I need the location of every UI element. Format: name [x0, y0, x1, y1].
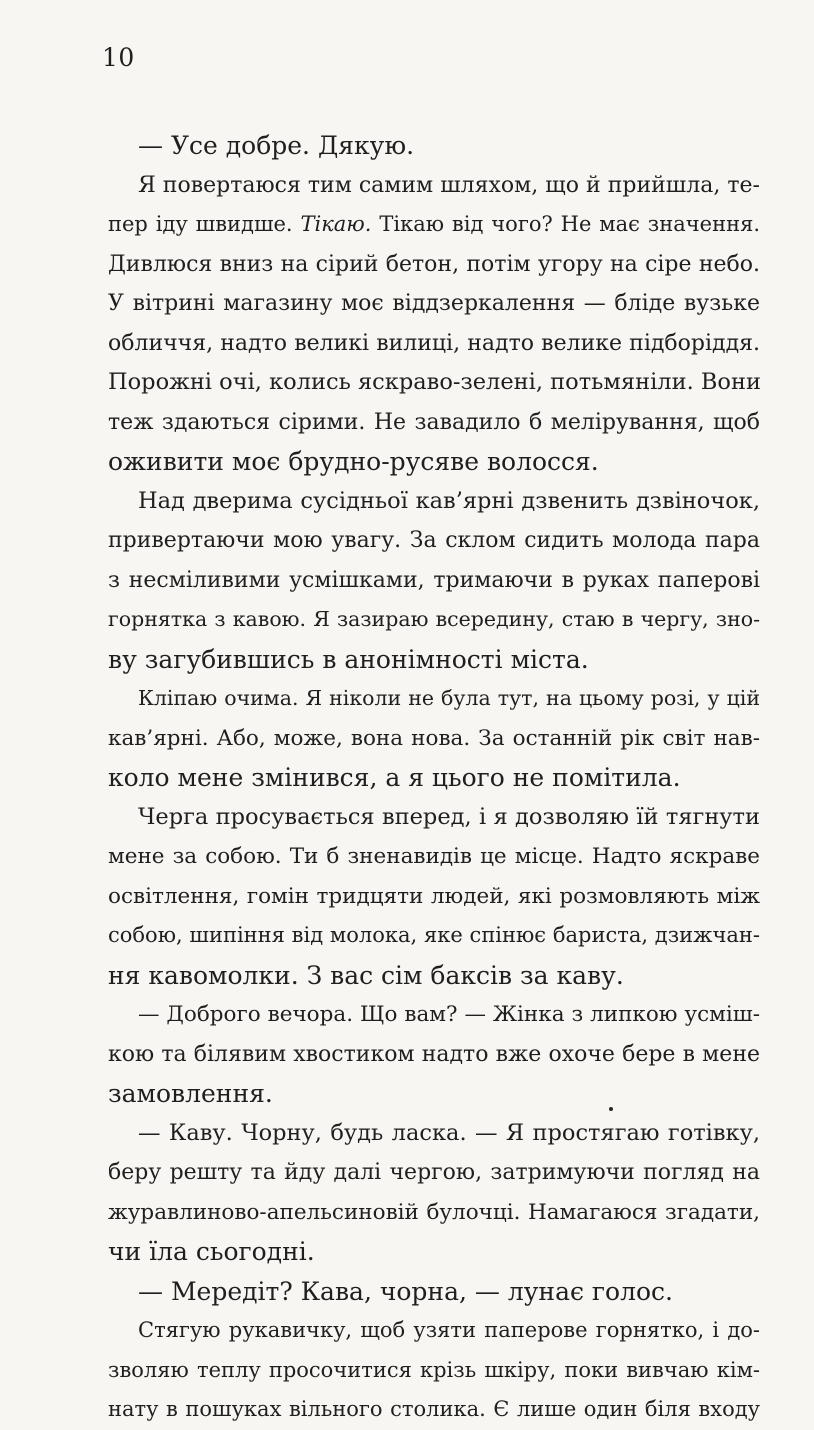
text-line	[108, 640, 760, 680]
text-line	[108, 205, 760, 245]
page-number: 10	[102, 43, 135, 72]
text-line	[108, 1351, 760, 1391]
text-line	[108, 403, 760, 443]
text-line	[108, 877, 760, 917]
text-run: з несміливими усмішками, тримаючи в руках паперові	[108, 567, 760, 593]
text-line	[108, 1074, 760, 1114]
text-run: Я повертаюся тим самим шляхом, що й прийшла, те-	[138, 172, 760, 198]
text-run: Дивлюся вниз на сірий бетон, потім угору на сіре небо.	[108, 251, 760, 277]
text-run: освітлення, гомін тридцяти людей, які розмовляють між	[108, 883, 760, 909]
text-line	[108, 995, 760, 1035]
text-run: беру решту та йду далі чергою, затримуючи погляд на	[108, 1160, 760, 1185]
text-line	[108, 758, 760, 798]
text-run: замовлення.	[108, 1079, 273, 1108]
text-line	[108, 1390, 760, 1430]
text-run: мене за собою. Ти б зненавидів це місце. Надто яскраве	[108, 844, 760, 869]
text-line	[108, 1114, 760, 1154]
text-run: коло мене змінився, а я цього не помітила.	[108, 763, 681, 792]
text-run: собою, шипіння від молока, яке спінює бариста, дзижчан-	[108, 923, 760, 947]
text-line	[108, 956, 760, 996]
text-line	[108, 916, 760, 956]
text-line	[108, 1153, 760, 1193]
text-line	[108, 284, 760, 324]
body-text	[108, 126, 760, 1430]
text-run: горнятка з кавою. Я зазираю всередину, стаю в чергу, зно-	[108, 607, 760, 631]
text-run: оживити моє брудно-русяве волосся.	[108, 447, 599, 476]
text-run: — Доброго вечора. Що вам? — Жінка з липкою усміш-	[138, 1002, 760, 1027]
text-run: ня кавомолки. З вас сім баксів за каву.	[108, 960, 624, 990]
text-run: зволяю теплу просочитися крізь шкіру, поки вивчаю кім-	[108, 1357, 760, 1382]
text-line	[108, 1193, 760, 1233]
text-line	[108, 482, 760, 522]
text-line	[108, 798, 760, 838]
text-run: Порожні очі, колись яскраво-зелені, потьмяніли. Вони	[108, 369, 761, 395]
text-run: Стягую рукавичку, щоб узяти паперове горнятко, і до-	[138, 1318, 760, 1342]
print-speck	[609, 1107, 613, 1111]
text-run: чи їла сьогодні.	[108, 1237, 315, 1266]
text-run: — Каву. Чорну, будь ласка. — Я простягаю готівку,	[138, 1119, 760, 1146]
text-line	[108, 1035, 760, 1075]
text-run: кою та білявим хвостиком надто вже охоче бере в мене	[108, 1041, 760, 1067]
text-run: Кліпаю очима. Я ніколи не була тут, на цьому розі, у цій	[138, 686, 760, 710]
text-line	[108, 521, 760, 561]
text-run: журавлиново-апельсиновій булочці. Намагаюся згадати,	[108, 1199, 760, 1225]
text-run: пер іду швидше.	[108, 212, 301, 236]
text-line	[108, 837, 760, 877]
text-line	[108, 1272, 760, 1312]
text-line	[108, 679, 760, 719]
text-run: — Мередіт? Кава, чорна, — лунає голос.	[138, 1276, 673, 1306]
text-line	[108, 719, 760, 759]
text-line	[108, 1311, 760, 1351]
text-line	[108, 600, 760, 640]
text-run: привертаючи мою увагу. За склом сидить молода пара	[108, 528, 760, 553]
italic-text-run: Тікаю.	[300, 212, 372, 236]
text-line	[108, 442, 760, 482]
text-run: Черга просувається вперед, і я дозволяю їй тягнути	[138, 803, 760, 830]
text-line	[108, 561, 760, 601]
text-run: ву загубившись в анонімності міста.	[108, 644, 589, 674]
text-run: У вітрині магазину моє віддзеркалення — бліде вузьке	[108, 291, 760, 316]
text-run: Тікаю від чого? Не має значення.	[371, 212, 760, 236]
text-run: нату в пошуках вільного столика. Є лише один біля входу	[108, 1397, 760, 1421]
text-line	[108, 166, 760, 206]
text-run: кав’ярні. Або, може, вона нова. За останній рік світ нав-	[108, 725, 760, 751]
text-run: теж здаються сірими. Не завадило б мелірування, щоб	[108, 409, 760, 435]
text-line	[108, 324, 760, 364]
text-line	[108, 363, 760, 403]
text-run: Над дверима сусідньої кав’ярні дзвенить дзвіночок,	[138, 487, 760, 514]
text-line: — Усе добре. Дякую.	[138, 131, 415, 160]
text-run: обличчя, надто великі вилиці, надто велике підборіддя.	[108, 330, 760, 356]
text-line	[108, 1232, 760, 1272]
text-line	[108, 245, 760, 285]
